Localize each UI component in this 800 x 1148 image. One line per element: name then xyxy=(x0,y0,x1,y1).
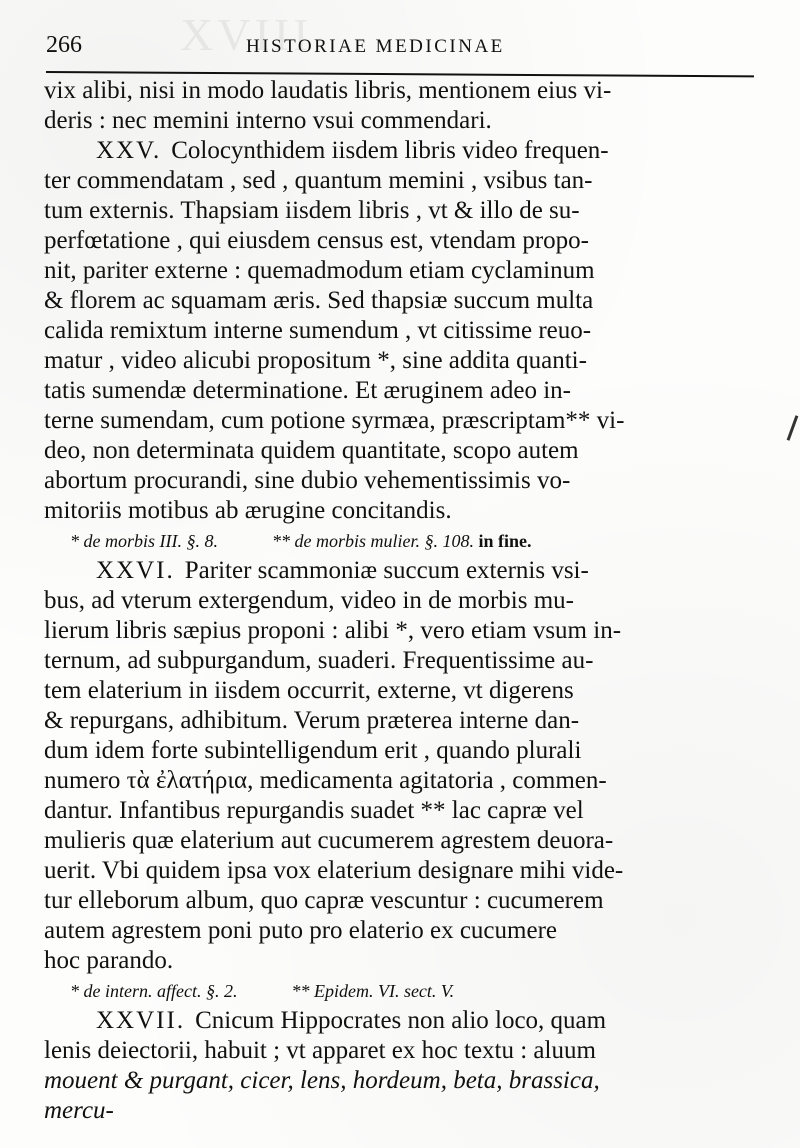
section-number: XXVI. xyxy=(96,557,175,584)
text-line: mulieris quæ elaterium aut cucumerem agrestem deuora- xyxy=(44,827,614,854)
text-line: autem agrestem poni puto pro elaterio ex cucumere xyxy=(44,917,557,944)
footnote: ** de morbis mulier. §. 108. xyxy=(271,531,474,551)
catchword: mercu- xyxy=(44,1097,114,1124)
text-line: deo, non determinata quidem quantitate, scopo autem xyxy=(44,437,579,464)
margin-mark xyxy=(787,415,799,440)
text-line: mitoriis motibus ab ærugine concitandis. xyxy=(44,497,452,524)
text-line: numero τὰ ἐλατήρια, medicamenta agitatoria , commen- xyxy=(44,767,607,794)
text-line: vix alibi, nisi in modo laudatis libris, mentionem eius vi- xyxy=(44,77,612,104)
section-xxv xyxy=(44,136,756,526)
footnote-tail: in fine. xyxy=(478,531,532,551)
text-line: dantur. Infantibus repurgandis suadet ** lac capræ vel xyxy=(44,797,584,824)
footnote: ** Epidem. VI. sect. V. xyxy=(291,981,455,1001)
footnote: * de intern. affect. §. 2. xyxy=(70,981,238,1001)
text-line: tum externis. Thapsiam iisdem libris , vt & illo de su- xyxy=(44,197,580,224)
text-line: calida remixtum interne sumendum , vt citissime reuo- xyxy=(44,317,592,344)
text-line: uerit. Vbi quidem ipsa vox elaterium designare mihi vide- xyxy=(44,857,624,884)
section-xxvii xyxy=(44,1006,756,1126)
text-line: Pariter scammoniæ succum externis vsi- xyxy=(184,557,589,584)
text-line: Cnicum Hippocrates non alio loco, quam xyxy=(195,1007,607,1034)
footnotes-xxvi xyxy=(44,976,756,1006)
footnotes-xxv xyxy=(44,526,756,556)
text-line: dum idem forte subintelligendum erit , quando plurali xyxy=(44,737,582,764)
section-number: XXVII. xyxy=(96,1007,186,1034)
text-line: lenis deiectorii, habuit ; vt apparet ex hoc textu : aluum xyxy=(44,1037,596,1064)
text-line: perfœtatione , qui eiusdem census est, vtendam propo- xyxy=(44,227,589,254)
section-xxvi xyxy=(44,556,756,976)
text-line: Colocynthidem iisdem libris video frequen- xyxy=(171,137,609,164)
text-line: hoc parando. xyxy=(44,947,174,974)
text-line: tur elleborum album, quo capræ vescuntur : cucumerem xyxy=(44,887,604,914)
text-line: lierum libris sæpius proponi : alibi *, vero etiam vsum in- xyxy=(44,617,622,644)
text-line: & florem ac squamam æris. Sed thapsiæ succum multa xyxy=(44,287,594,314)
text-line: terne sumendam, cum potione syrmæa, præscriptam** vi- xyxy=(44,407,625,434)
text-line: mouent & purgant, cicer, lens, hordeum, beta, brassica, xyxy=(44,1067,600,1094)
text-line: tatis sumendæ determinatione. Et æruginem adeo in- xyxy=(44,377,571,404)
text-line: abortum procurandi, sine dubio vehementissimis vo- xyxy=(44,467,571,494)
show-through-ink: XVIII xyxy=(180,9,313,60)
main-text xyxy=(44,76,756,1126)
text-line: deris : nec memini interno vsui commendari. xyxy=(44,107,492,134)
text-line: ternum, ad subpurgandum, suaderi. Frequentissime au- xyxy=(44,647,594,674)
running-head: HISTORIAE MEDICINAE xyxy=(246,36,505,57)
page-header xyxy=(46,32,746,62)
text-line: bus, ad vterum extergendum, video in de morbis mu- xyxy=(44,587,574,614)
text-line: & repurgans, adhibitum. Verum præterea interne dan- xyxy=(44,707,580,734)
text-line: nit, pariter externe : quemadmodum etiam cyclaminum xyxy=(44,257,595,284)
page-number: 266 xyxy=(46,32,82,58)
text-line: tem elaterium in iisdem occurrit, externe, vt digerens xyxy=(44,677,574,704)
section-number: XXV. xyxy=(96,137,162,164)
paragraph-continuation xyxy=(44,76,756,136)
text-line: ter commendatam , sed , quantum memini , vsibus tan- xyxy=(44,167,593,194)
text-line: matur , video alicubi propositum *, sine addita quanti- xyxy=(44,347,587,374)
footnote: * de morbis III. §. 8. xyxy=(70,531,218,551)
